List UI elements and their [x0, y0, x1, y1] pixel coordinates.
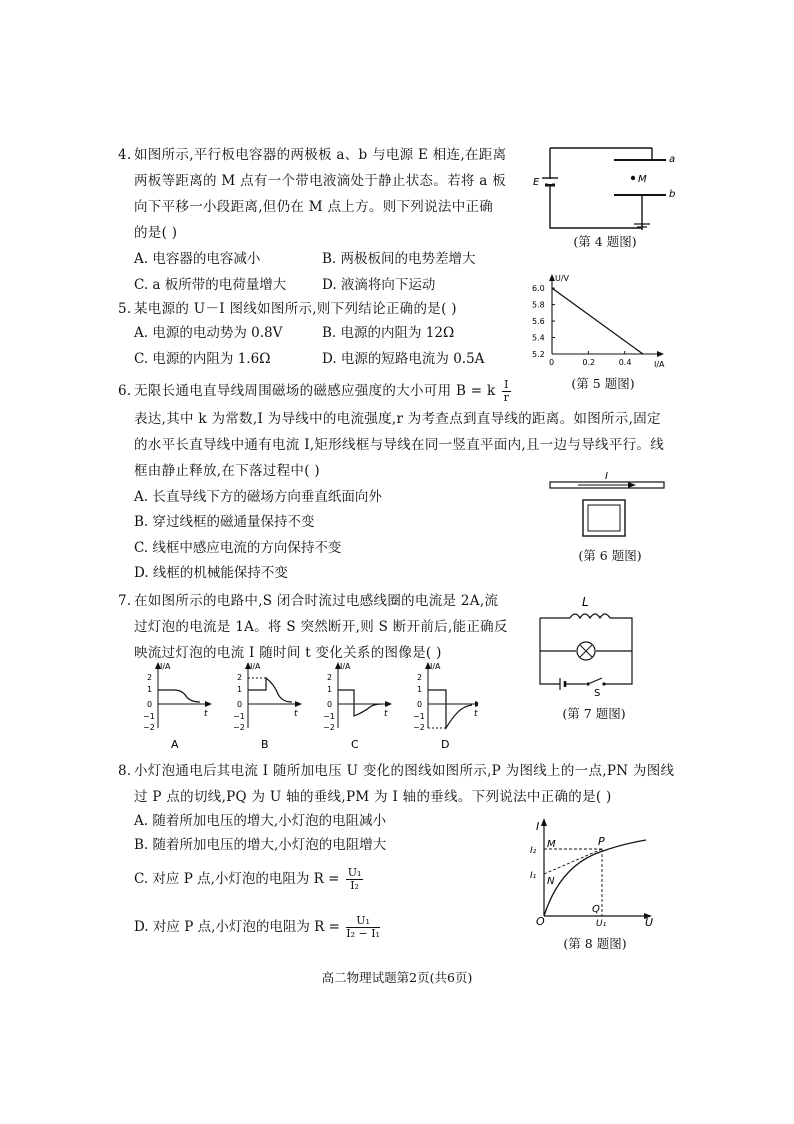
- tick-label: −1: [413, 712, 425, 721]
- q8-option-c-text: C. 对应 P 点,小灯泡的电阻为 R =: [134, 871, 340, 887]
- q7-graph-d: [413, 662, 478, 732]
- q7-stem-line: 映流过灯泡的电流 I 随时间 t 变化关系的图像是( ): [134, 645, 442, 661]
- tick-label: 2: [147, 673, 153, 682]
- q8-iu-graph: [530, 816, 660, 926]
- axis-label: I/A: [160, 662, 171, 671]
- q4-caption: (第 4 题图): [573, 234, 637, 249]
- q8-origin: O: [536, 915, 545, 926]
- tick-label: 0: [417, 700, 423, 709]
- fraction-den: I₂ − I₁: [346, 927, 380, 940]
- q6-option-a: A. 长直导线下方的磁场方向垂直纸面向外: [134, 489, 382, 505]
- axis-label: t: [204, 709, 208, 719]
- q8-option-d: [134, 914, 382, 940]
- q5-option-d: D. 电源的短路电流为 0.5A: [322, 351, 485, 367]
- q4-circuit-figure: [530, 138, 690, 230]
- q6-fraction: [502, 379, 511, 404]
- q6-label-i: I: [605, 471, 608, 482]
- tick-label: 2: [237, 673, 243, 682]
- q5-option-b: B. 电源的内阻为 12Ω: [322, 325, 455, 341]
- q5-stem: 某电源的 U－I 图线如图所示,则下列结论正确的是( ): [134, 301, 457, 317]
- q6-caption: (第 6 题图): [578, 548, 642, 563]
- q5-option-a: A. 电源的电动势为 0.8V: [134, 325, 283, 341]
- axis-label: t: [294, 709, 298, 719]
- q4-number: 4.: [118, 147, 132, 163]
- q7-graph-b: [233, 662, 302, 732]
- q7-stem: [134, 588, 534, 666]
- q6-option-b: B. 穿过线框的磁通量保持不变: [134, 514, 315, 530]
- q8-number: 8.: [118, 763, 132, 779]
- q7-graph-letter-b: B: [261, 738, 269, 750]
- q7-graph-a: [143, 662, 212, 732]
- x-tick-label: 0.2: [582, 358, 596, 367]
- tick-label: −1: [233, 712, 245, 721]
- fraction-num: U₁: [347, 866, 362, 879]
- q7-option-graphs: [138, 660, 478, 750]
- x-tick-label: 0.4: [618, 358, 632, 367]
- q8-stem: [134, 758, 694, 810]
- y-axis-label: U/V: [555, 274, 570, 283]
- tick-label: 1: [417, 685, 423, 694]
- tick-label: −2: [323, 723, 335, 732]
- q4-option-d: D. 液滴将向下运动: [322, 277, 436, 293]
- series-line: [552, 288, 643, 354]
- q8-option-b: B. 随着所加电压的增大,小灯泡的电阻增大: [134, 837, 387, 853]
- axis-label: I/A: [430, 662, 441, 671]
- fraction-den: I₂: [350, 879, 359, 892]
- x-tick-label: 0: [549, 358, 555, 367]
- q4-label-b: b: [669, 189, 676, 200]
- q7-label-s: S: [594, 688, 601, 698]
- q8-option-a: A. 随着所加电压的增大,小灯泡的电阻减小: [134, 813, 387, 829]
- q8-label-m: M: [547, 839, 556, 850]
- q7-stem-line: 过灯泡的电流是 1A。将 S 突然断开,则 S 断开前后,能正确反: [134, 619, 508, 635]
- q8-stem-line: 过 P 点的切线,PQ 为 U 轴的垂线,PM 为 I 轴的垂线。下列说法中正确的是( ): [134, 789, 612, 805]
- q6-fraction-num: I: [504, 378, 509, 391]
- droplet-dot: [631, 176, 635, 180]
- q6-stem-line: 的水平长直导线中通有电流 I,矩形线框与导线在同一竖直平面内,且一边与导线平行。线: [134, 437, 665, 453]
- axis-label: t: [474, 709, 478, 719]
- tick-label: 2: [327, 673, 333, 682]
- tick-label: 0: [327, 700, 333, 709]
- tick-label: −2: [143, 723, 155, 732]
- tick-label: −2: [233, 723, 245, 732]
- y-tick-label: 5.6: [532, 317, 545, 327]
- q8-option-d-fraction: [346, 915, 380, 940]
- switch-icon: [588, 678, 602, 684]
- y-tick-label: 5.2: [532, 350, 545, 359]
- q4-option-a: A. 电容器的电容减小: [134, 251, 261, 267]
- q7-label-l: L: [582, 595, 589, 609]
- q6-option-c: C. 线框中感应电流的方向保持不变: [134, 540, 342, 556]
- q4-stem-line: 向下平移一小段距离,但仍在 M 点上方。则下列说法中正确: [134, 199, 494, 215]
- q8-option-d-text: D. 对应 P 点,小灯泡的电阻为 R =: [134, 919, 340, 935]
- q4-stem-line: 两板等距离的 M 点有一个带电液滴处于静止状态。若将 a 板: [134, 173, 507, 189]
- q4-label-m: M: [638, 174, 647, 185]
- q5-option-c: C. 电源的内阻为 1.6Ω: [134, 351, 271, 367]
- q5-number: 5.: [118, 301, 132, 317]
- q7-stem-line: 在如图所示的电路中,S 闭合时流过电感线圈的电流是 2A,流: [134, 593, 499, 609]
- q8-option-c-fraction: [346, 867, 364, 892]
- q8-stem-line: 小灯泡通电后其电流 I 随所加电压 U 变化的图线如图所示,P 为图线上的一点,PN 为图线: [134, 763, 675, 779]
- q4-option-c: C. a 板所带的电荷量增大: [134, 277, 287, 293]
- q8-label-i2: I₂: [530, 846, 537, 856]
- q7-graph-letter-c: C: [351, 738, 359, 750]
- q6-stem-text: 无限长通电直导线周围磁场的磁感应强度的大小可用 B = k: [134, 383, 496, 399]
- q8-caption: (第 8 题图): [563, 936, 627, 951]
- page-footer: 高二物理试题第2页(共6页): [321, 970, 473, 985]
- q4-option-b: B. 两极板间的电势差增大: [322, 251, 476, 267]
- tick-label: 1: [237, 685, 243, 694]
- q8-option-c: [134, 866, 365, 892]
- q4-label-e: E: [533, 177, 540, 188]
- axis-label: I/A: [250, 662, 261, 671]
- q8-axis-i: I: [536, 820, 540, 833]
- axis-label: I/A: [340, 662, 351, 671]
- q7-caption: (第 7 题图): [562, 706, 626, 721]
- q6-stem-line: 表达,其中 k 为常数,I 为导线中的电流强度,r 为考查点到直导线的距离。如图所示,固定: [134, 411, 661, 427]
- q6-option-d: D. 线框的机械能保持不变: [134, 565, 288, 581]
- q4-stem: [134, 142, 534, 246]
- q8-axis-u: U: [645, 916, 654, 926]
- axis-label: t: [384, 709, 388, 719]
- q5-ui-graph: [530, 272, 670, 372]
- q8-label-p: P: [598, 835, 605, 848]
- q4-stem-line: 的是( ): [134, 225, 178, 241]
- y-tick-label: 5.8: [532, 300, 545, 310]
- q6-stem-line1: [134, 378, 513, 404]
- q7-graph-letter-a: A: [171, 738, 179, 750]
- tick-label: −2: [413, 723, 425, 732]
- q7-number: 7.: [118, 593, 132, 609]
- tick-label: 2: [417, 673, 423, 682]
- tick-label: 1: [147, 685, 153, 694]
- tick-label: 0: [237, 700, 243, 709]
- q8-label-i1: I₁: [530, 871, 537, 881]
- tick-label: −1: [143, 712, 155, 721]
- y-tick-label: 6.0: [532, 284, 545, 294]
- q7-graph-c: [323, 662, 392, 732]
- q5-caption: (第 5 题图): [571, 376, 635, 391]
- x-axis-label: I/A: [654, 360, 665, 369]
- q8-label-n: N: [547, 876, 555, 887]
- inductor-coil: [570, 614, 610, 618]
- tick-label: −1: [323, 712, 335, 721]
- q8-label-q: Q: [592, 904, 600, 915]
- y-tick-label: 5.4: [532, 333, 545, 343]
- x-axis-arrow: [657, 351, 664, 357]
- tick-label: 1: [327, 685, 333, 694]
- fraction-num: U₁: [346, 915, 380, 928]
- q7-graph-letter-d: D: [441, 738, 450, 750]
- q4-label-a: a: [669, 154, 676, 165]
- q6-number: 6.: [118, 383, 132, 399]
- q6-wire-frame-figure: [548, 470, 668, 540]
- q6-stem-line: 框由静止释放,在下落过程中( ): [134, 463, 320, 479]
- tick-label: 0: [147, 700, 153, 709]
- q6-fraction-den: r: [503, 391, 510, 404]
- q4-stem-line: 如图所示,平行板电容器的两极板 a、b 与电源 E 相连,在距离: [134, 147, 507, 163]
- q8-label-u1: U₁: [596, 919, 607, 926]
- q7-circuit-figure: [532, 594, 642, 698]
